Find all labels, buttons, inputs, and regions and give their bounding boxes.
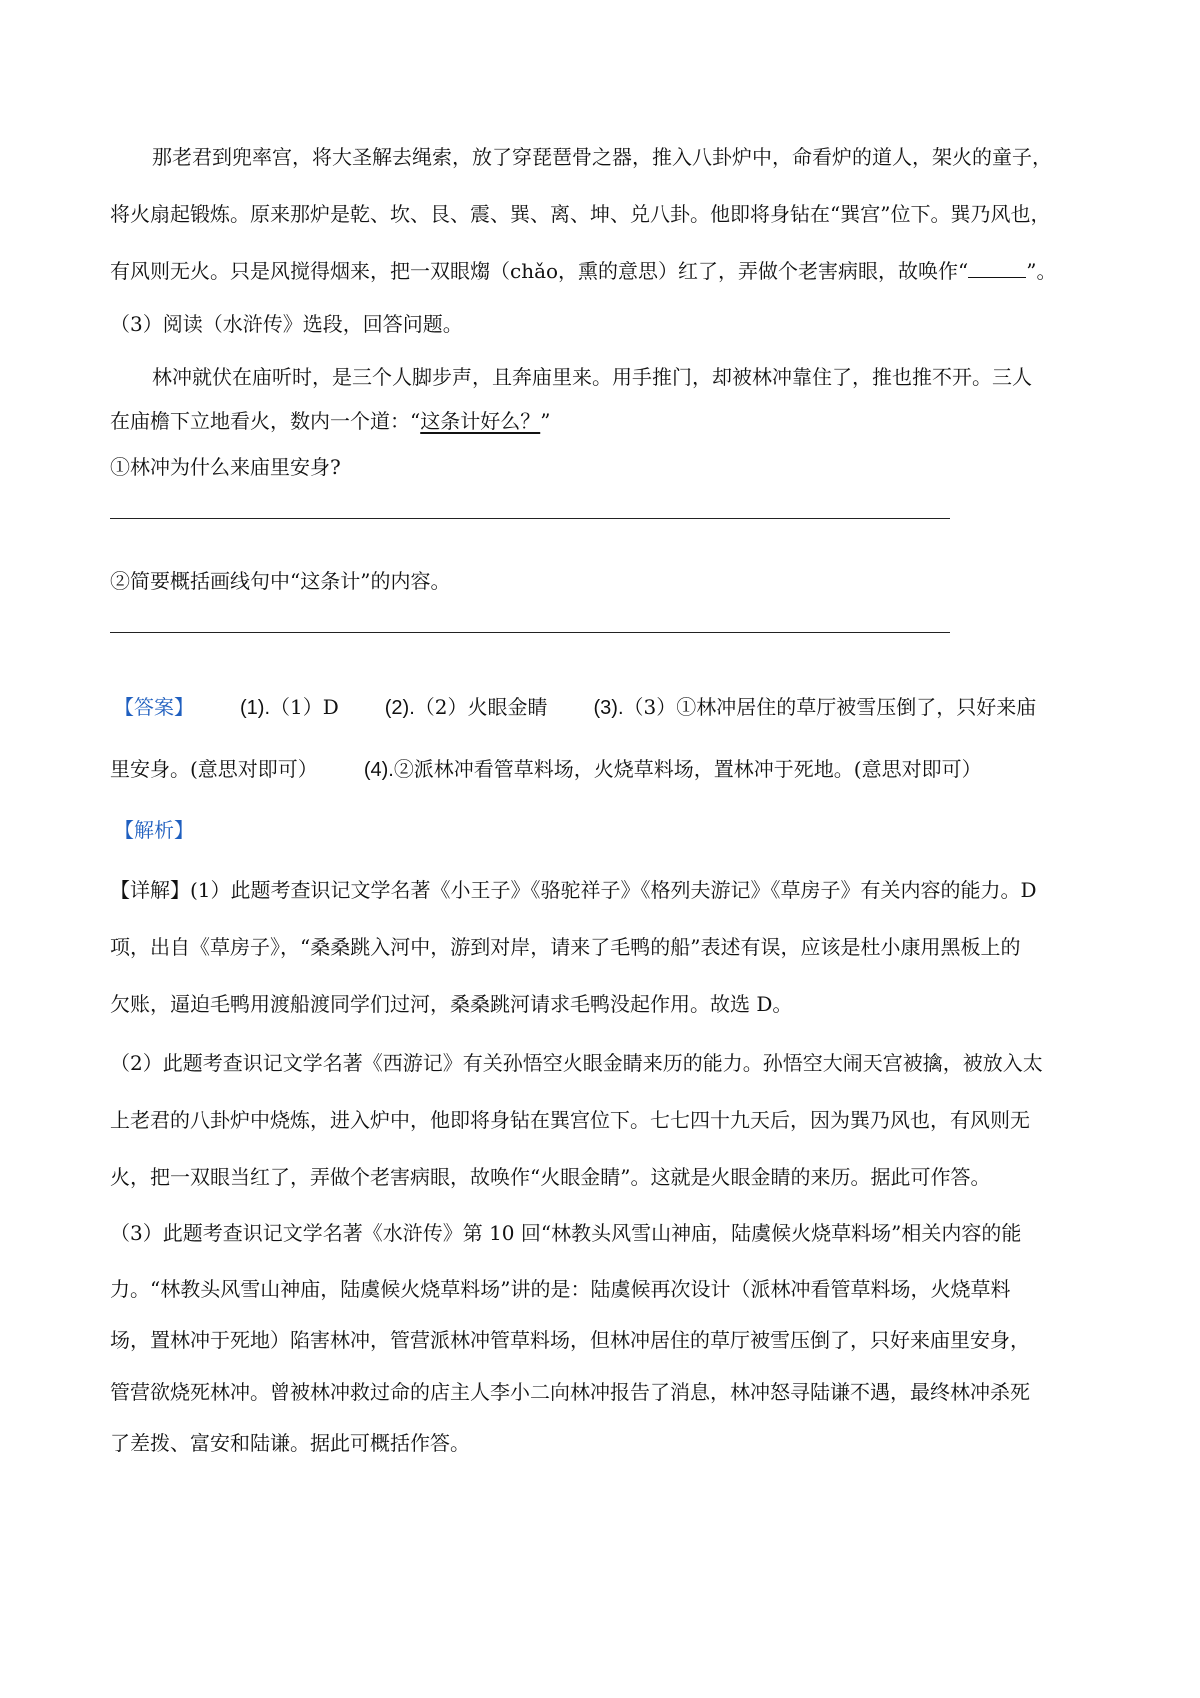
answer-1: （1）D (270, 695, 339, 719)
answer-blank (968, 259, 1026, 278)
excerpt-text: 有风则无火。只是风搅得烟来，把一双眼煼（chǎo，熏的意思）红了，弄做个老害病眼，故唤作“ (110, 259, 969, 283)
answer-line-1 (110, 518, 950, 519)
analysis-p1-line-1: 【详解】(1）此题考查识记文学名著《小王子》《骆驼祥子》《格列夫游记》《草房子》有关内容的能力。D (110, 878, 1037, 902)
analysis-p3-line-2: 力。“林教头风雪山神庙，陆虞候火烧草料场”讲的是：陆虞候再次设计（派林冲看管草料场，火烧草料 (110, 1277, 1011, 1301)
analysis-p2-line-3: 火，把一双眼当红了，弄做个老害病眼，故唤作“火眼金睛”。这就是火眼金睛的来历。据此可作答。 (110, 1165, 991, 1189)
answer-3: （3）①林冲居住的草厅被雪压倒了，只好来庙 (623, 695, 1037, 719)
excerpt-text-end: ” (540, 409, 551, 433)
analysis-p1-line-2: 项，出自《草房子》，“桑桑跳入河中，游到对岸，请来了毛鸭的船”表述有误，应该是杜小康用黑板上的 (110, 935, 1021, 959)
analysis-p2-line-2: 上老君的八卦炉中烧炼，进入炉中，他即将身钻在巽宫位下。七七四十九天后，因为巽乃风也，有风则无 (110, 1108, 1030, 1132)
excerpt-xiyouji-line-2: 将火扇起锻炼。原来那炉是乾、坎、艮、震、巽、离、坤、兑八卦。他即将身钻在“巽宫”位下。巽乃风也， (110, 202, 1051, 226)
question-3-title: （3）阅读（水浒传》选段，回答问题。 (110, 312, 463, 336)
answer-num-4: (4). (363, 759, 394, 781)
answer-4: ②派林冲看管草料场，火烧草料场，置林冲于死地。(意思对即可） (393, 757, 982, 781)
excerpt-text-end: ”。 (1026, 259, 1057, 283)
analysis-tag: 【解析】 (114, 818, 194, 842)
excerpt-xiyouji-line-3 (110, 257, 1110, 285)
excerpt-text: 在庙檐下立地看火，数内一个道：“ (110, 409, 421, 433)
answer-num-1: (1). (240, 697, 270, 719)
analysis-p1-line-3: 欠账，逼迫毛鸭用渡船渡同学们过河，桑桑跳河请求毛鸭没起作用。故选 D。 (110, 992, 793, 1016)
sub-question-2: ②简要概括画线句中“这条计”的内容。 (110, 569, 451, 593)
excerpt-shuihu-line-2 (110, 407, 1110, 435)
excerpt-shuihu-line-1: 林冲就伏在庙听时，是三个人脚步声，且奔庙里来。用手推门，却被林冲靠住了，推也推不开。三人 (152, 365, 1032, 389)
excerpt-xiyouji-line-1: 那老君到兜率宫，将大圣解去绳索，放了穿琵琶骨之器，推入八卦炉中，命看炉的道人，架火的童子， (152, 145, 1052, 169)
analysis-p3-line-4: 管营欲烧死林冲。曾被林冲救过命的店主人李小二向林冲报告了消息，林冲怒寻陆谦不遇，最终林冲杀死 (110, 1380, 1030, 1404)
answer-tag: 【答案】 (114, 695, 194, 719)
analysis-p3-line-1: （3）此题考查识记文学名著《水浒传》第 10 回“林教头风雪山神庙，陆虞候火烧草料场”相关内容的能 (110, 1221, 1022, 1245)
analysis-p3-line-5: 了差拨、富安和陆谦。据此可概括作答。 (110, 1431, 470, 1455)
answer-3-continued: 里安身。(意思对即可） (110, 757, 318, 781)
answer-line-b (110, 755, 1110, 784)
sub-question-1: ①林冲为什么来庙里安身? (110, 455, 341, 479)
answer-2: （2）火眼金睛 (414, 695, 548, 719)
analysis-p3-line-3: 场，置林冲于死地）陷害林冲，管营派林冲管草料场，但林冲居住的草厅被雪压倒了，只好来庙里安身， (110, 1328, 1030, 1352)
answer-line-2 (110, 632, 950, 633)
answer-num-3: (3). (593, 697, 624, 719)
underlined-sentence: 这条计好么？ (420, 409, 541, 433)
analysis-p2-line-1: （2）此题考查识记文学名著《西游记》有关孙悟空火眼金睛来历的能力。孙悟空大闹天宫被擒，被放入太 (110, 1051, 1043, 1075)
answer-num-2: (2). (384, 697, 415, 719)
answer-line-a (114, 693, 1114, 722)
